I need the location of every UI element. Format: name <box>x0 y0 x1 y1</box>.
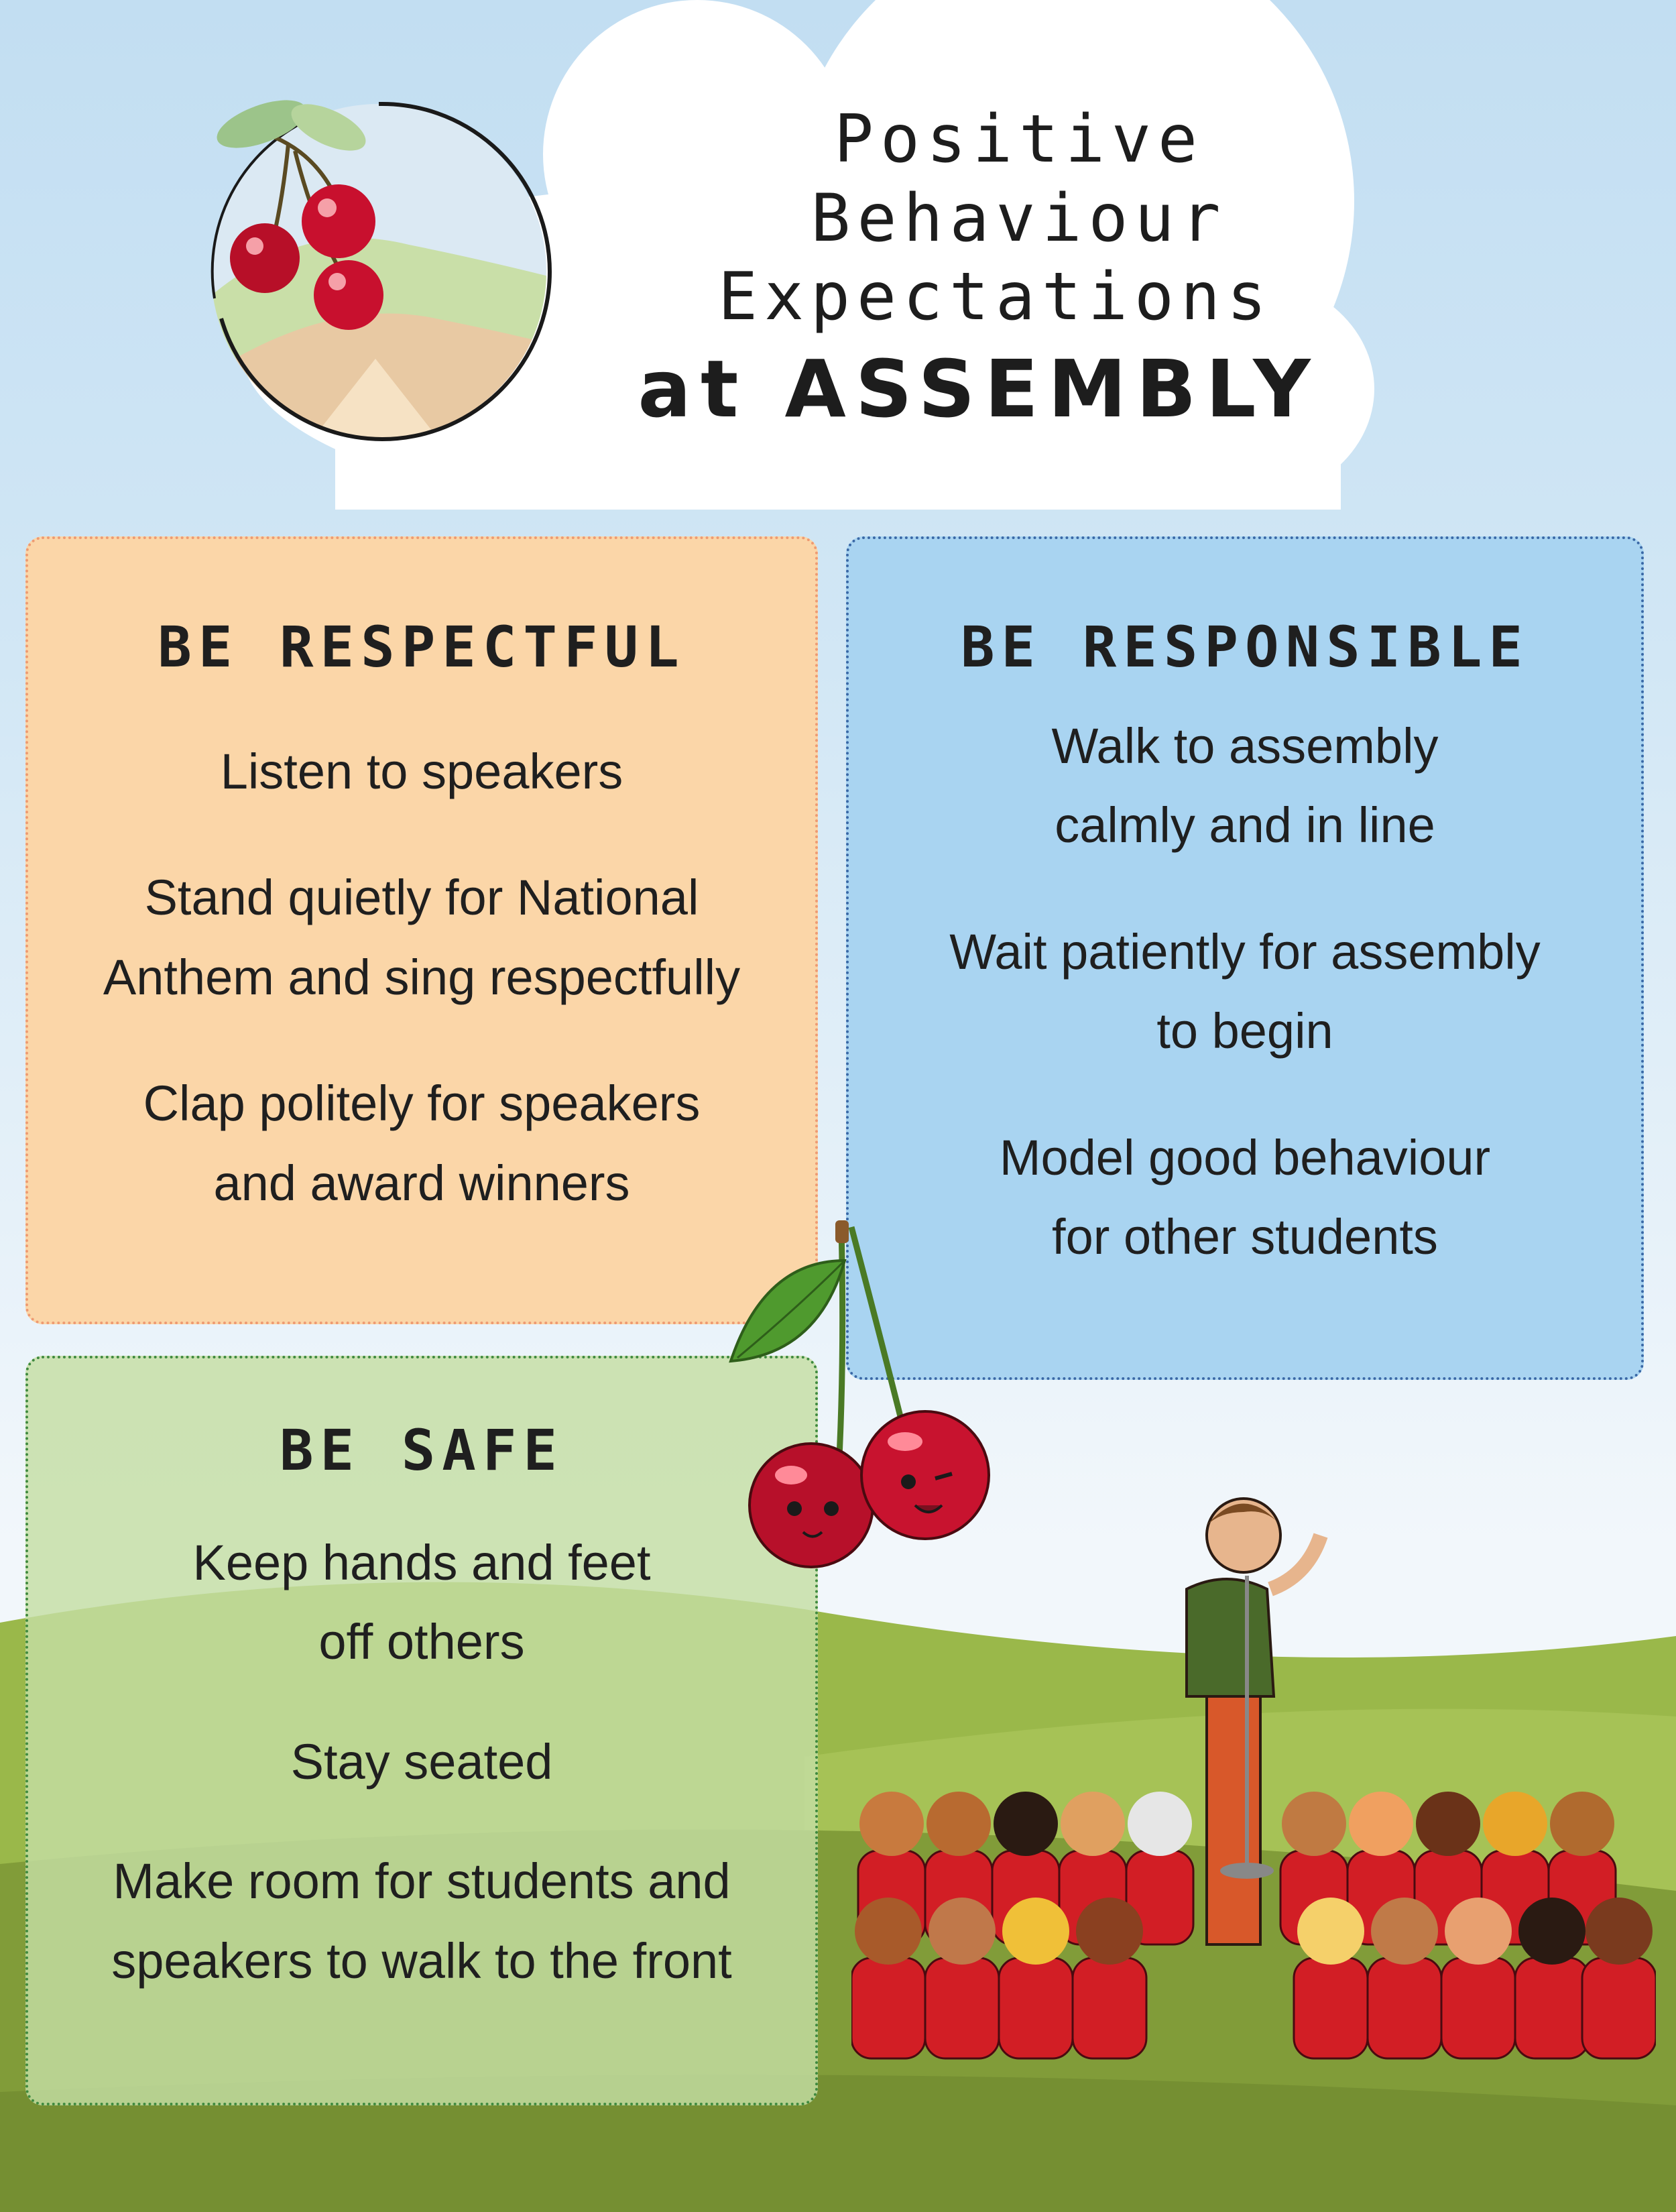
heading-be-responsible: BE RESPONSIBLE <box>960 614 1529 680</box>
assembly-illustration <box>851 1475 1656 2065</box>
responsible-item-2: Wait patiently for assembly to begin <box>949 923 1541 1059</box>
respectful-item-3: Clap politely for speakers and award winners <box>143 1075 701 1211</box>
heading-be-respectful: BE RESPECTFUL <box>158 614 686 680</box>
card-be-safe <box>25 1356 818 2105</box>
poster-title <box>603 101 1435 435</box>
school-logo-icon <box>154 77 583 453</box>
title-line-1: Positive Behaviour <box>811 101 1228 257</box>
safe-item-2: Stay seated <box>290 1733 553 1790</box>
responsible-item-3: Model good behaviour for other students <box>999 1129 1491 1265</box>
title-line-2: Expectations <box>717 259 1273 336</box>
card-be-respectful <box>25 536 818 1324</box>
respectful-item-2: Stand quietly for National Anthem and sing respectfully <box>103 870 741 1005</box>
heading-be-safe: BE SAFE <box>279 1417 564 1483</box>
responsible-item-1: Walk to assembly calmly and in line <box>1051 718 1439 854</box>
safe-item-1: Keep hands and feet off others <box>192 1535 651 1670</box>
respectful-item-1: Listen to speakers <box>220 744 623 799</box>
safe-item-3: Make room for students and speakers to walk to the front <box>111 1853 732 1989</box>
title-line-3: at ASSEMBLY <box>638 342 1320 435</box>
